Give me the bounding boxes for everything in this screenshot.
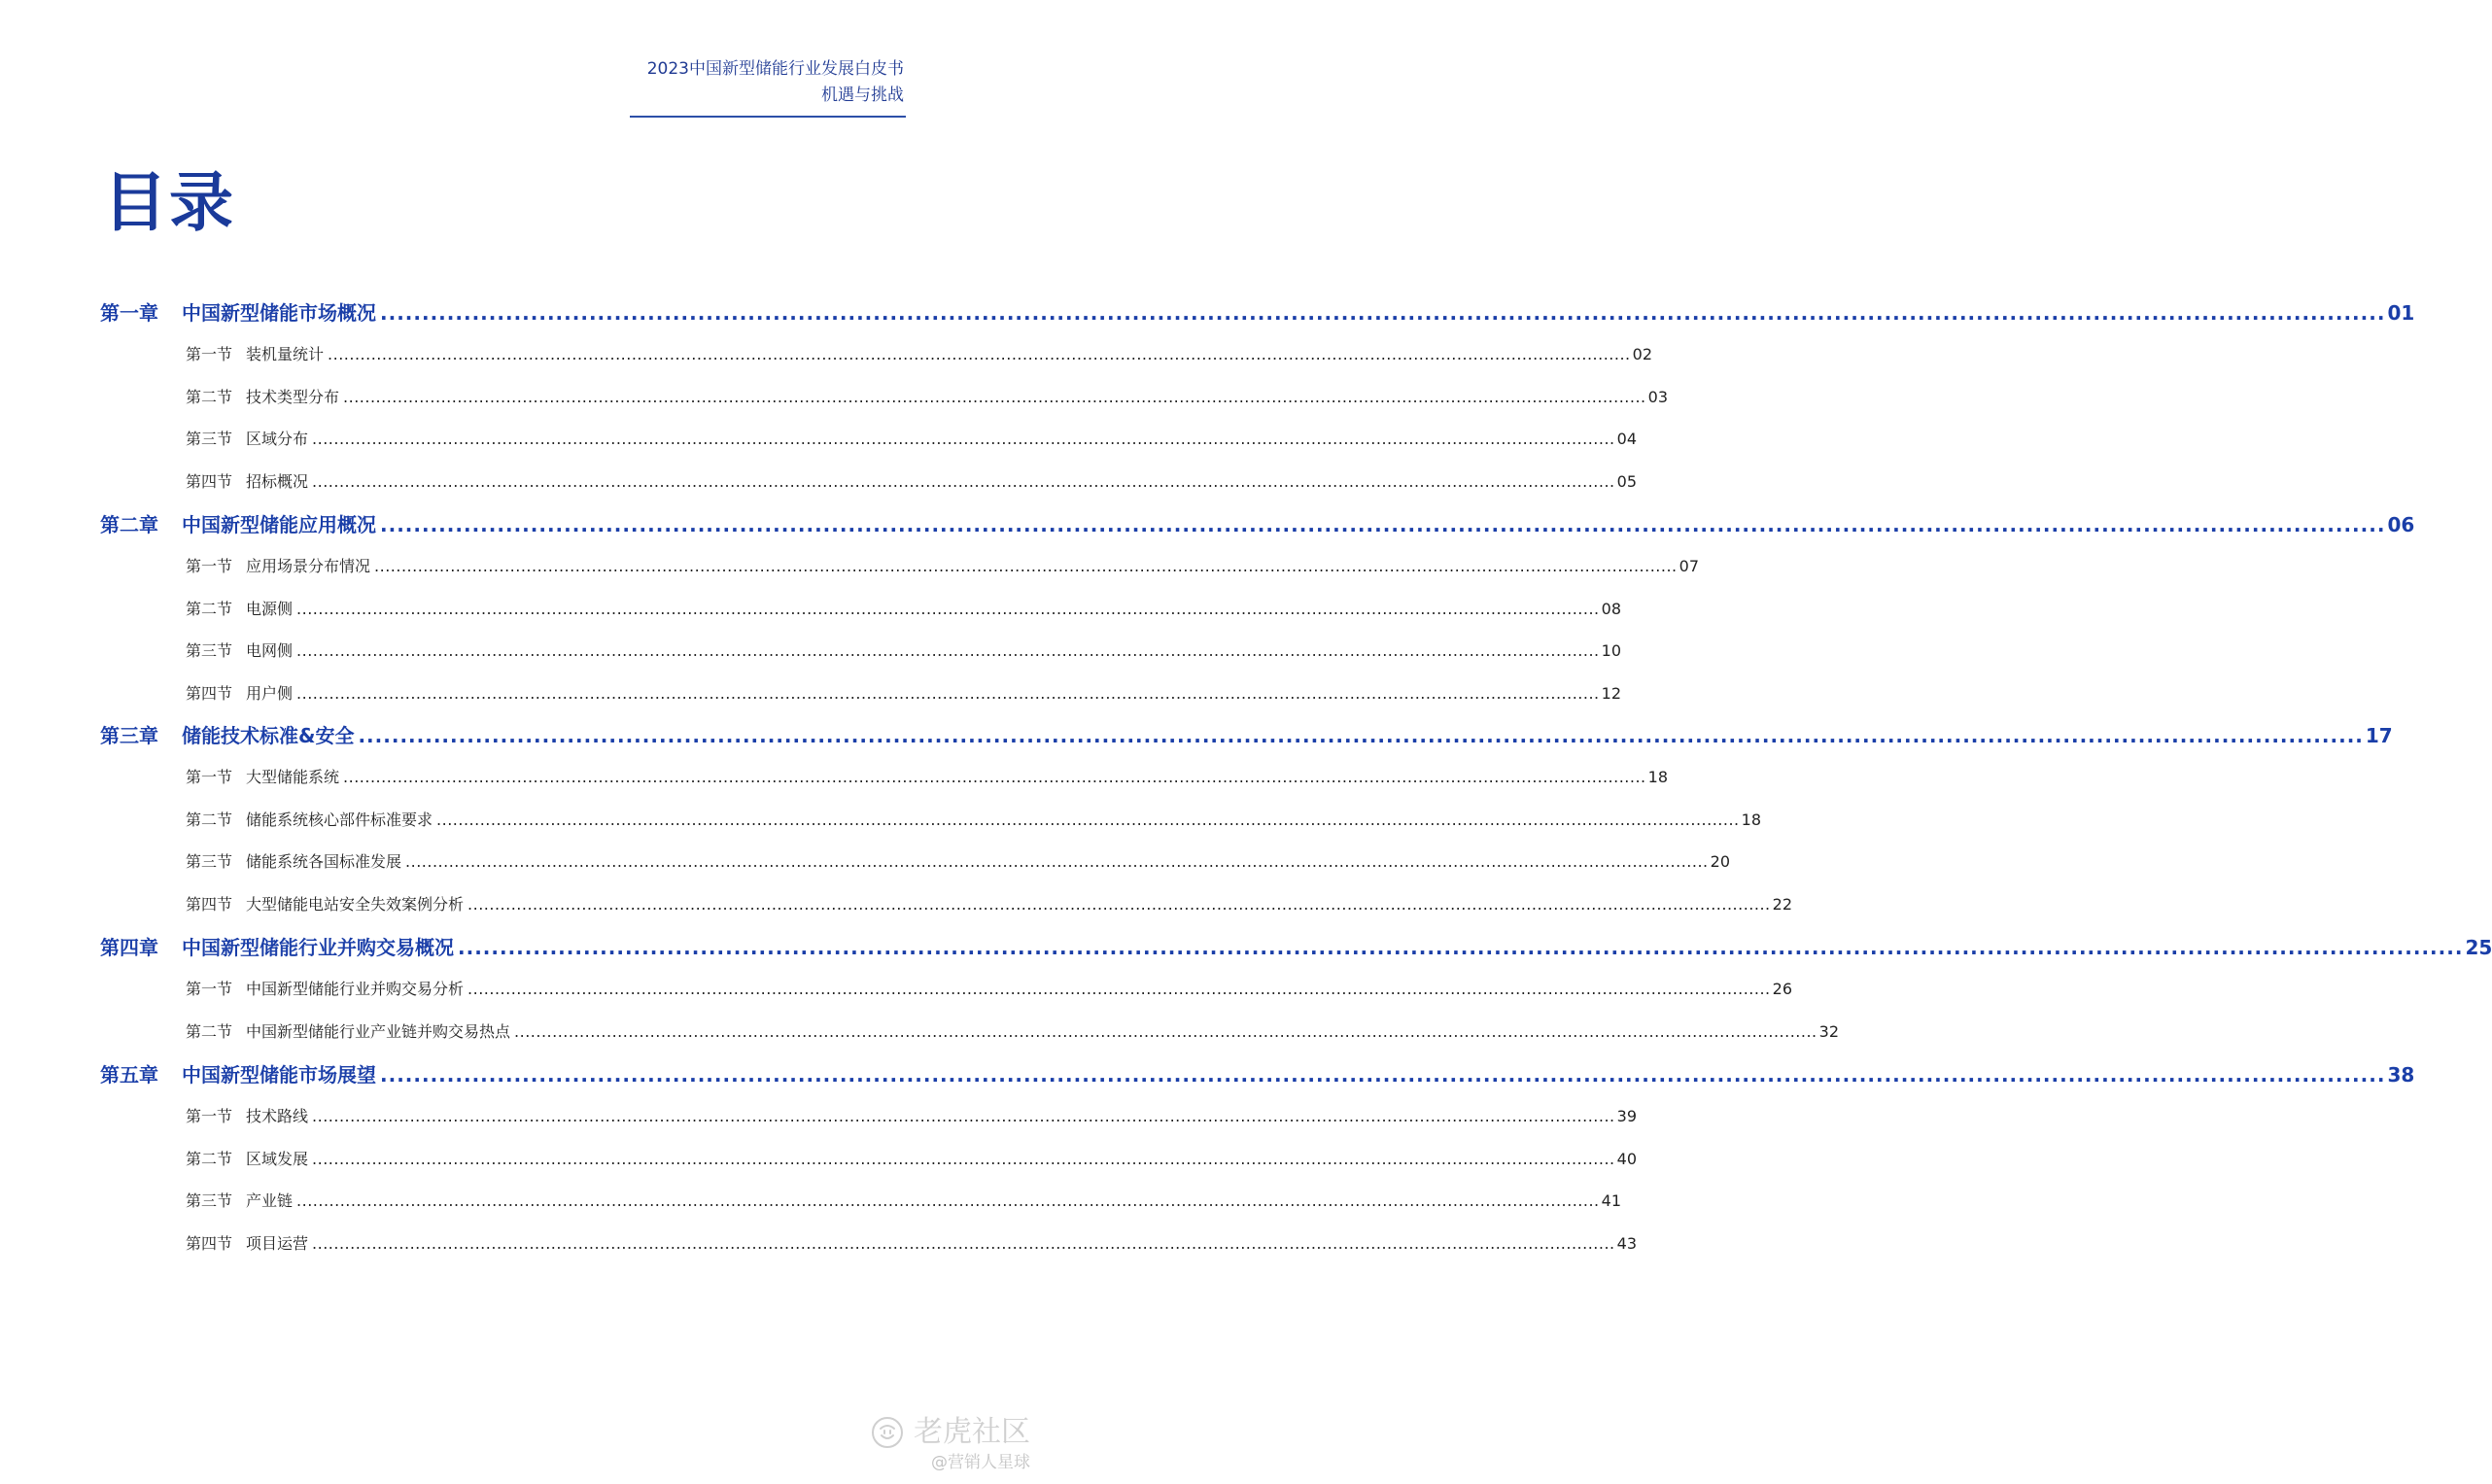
page-title: 目录 bbox=[103, 164, 235, 240]
section-page-number: 40 bbox=[1616, 1150, 1637, 1168]
section-page-number: 22 bbox=[1772, 895, 1792, 914]
section-page-number: 07 bbox=[1679, 557, 1699, 575]
section-title: 中国新型储能行业并购交易分析 bbox=[246, 980, 465, 998]
watermark-title: 老虎社区 bbox=[914, 1415, 1030, 1449]
section-page-number: 26 bbox=[1772, 980, 1792, 998]
section-page-number: 18 bbox=[1647, 768, 1668, 786]
section-number: 第一节 bbox=[186, 557, 233, 575]
chapter-number: 第二章 bbox=[100, 513, 158, 536]
chapter-page-number: 01 bbox=[2387, 301, 2415, 325]
section-title: 大型储能系统 bbox=[246, 768, 340, 786]
section-page-number: 05 bbox=[1616, 472, 1637, 491]
section-page-number: 41 bbox=[1601, 1191, 1621, 1210]
toc-chapter-entry[interactable] bbox=[100, 297, 2415, 327]
dot-leader: ................................................................................................................................................................................................................................................ bbox=[405, 852, 1709, 871]
toc-section-entry[interactable] bbox=[186, 342, 1652, 367]
dot-leader: ................................................................................................................................................................................................................................................ bbox=[467, 980, 1771, 998]
section-page-number: 03 bbox=[1647, 388, 1668, 406]
chapter-page-number: 06 bbox=[2387, 513, 2415, 536]
section-title: 储能系统核心部件标准要求 bbox=[246, 811, 433, 829]
section-number: 第一节 bbox=[186, 980, 233, 998]
section-title: 产业链 bbox=[246, 1191, 294, 1210]
dot-leader: ................................................................................................................................................................................................................................................ bbox=[380, 513, 2386, 536]
section-number: 第四节 bbox=[186, 1234, 233, 1253]
chapter-title: 中国新型储能市场展望 bbox=[182, 1063, 376, 1087]
section-page-number: 12 bbox=[1601, 684, 1621, 703]
dot-leader: ................................................................................................................................................................................................................................................ bbox=[296, 684, 1600, 703]
section-number: 第三节 bbox=[186, 852, 233, 871]
watermark-subtitle: @营销人星球 bbox=[931, 1453, 1030, 1472]
section-number: 第四节 bbox=[186, 895, 233, 914]
dot-leader: ................................................................................................................................................................................................................................................ bbox=[467, 895, 1771, 914]
dot-leader: ................................................................................................................................................................................................................................................ bbox=[358, 724, 2364, 747]
dot-leader: ................................................................................................................................................................................................................................................ bbox=[436, 811, 1740, 829]
section-page-number: 32 bbox=[1818, 1022, 1839, 1041]
section-title: 项目运营 bbox=[246, 1234, 309, 1253]
section-page-number: 10 bbox=[1601, 641, 1621, 660]
toc-section-entry[interactable] bbox=[186, 1104, 1637, 1129]
section-title: 大型储能电站安全失效案例分析 bbox=[246, 895, 465, 914]
chapter-page-number: 38 bbox=[2387, 1063, 2415, 1087]
dot-leader: ................................................................................................................................................................................................................................................ bbox=[374, 557, 1678, 575]
section-number: 第二节 bbox=[186, 388, 233, 406]
toc-chapter-entry[interactable] bbox=[100, 932, 2492, 961]
chapter-title: 中国新型储能应用概况 bbox=[182, 513, 376, 536]
tiger-logo-icon bbox=[871, 1416, 904, 1449]
section-page-number: 02 bbox=[1632, 345, 1652, 363]
section-number: 第二节 bbox=[186, 811, 233, 829]
dot-leader: ................................................................................................................................................................................................................................................ bbox=[312, 1150, 1615, 1168]
section-title: 电网侧 bbox=[246, 641, 294, 660]
section-title: 技术类型分布 bbox=[246, 388, 340, 406]
dot-leader: ................................................................................................................................................................................................................................................ bbox=[312, 1107, 1615, 1125]
section-title: 招标概况 bbox=[246, 472, 309, 491]
section-page-number: 04 bbox=[1616, 430, 1637, 448]
toc-section-entry[interactable] bbox=[186, 681, 1621, 707]
header-title: 2023中国新型储能行业发展白皮书 bbox=[646, 59, 904, 79]
toc-section-entry[interactable] bbox=[186, 554, 1699, 579]
section-title: 技术路线 bbox=[246, 1107, 309, 1125]
toc-chapter-entry[interactable] bbox=[100, 1059, 2415, 1088]
section-number: 第四节 bbox=[186, 684, 233, 703]
dot-leader: ................................................................................................................................................................................................................................................ bbox=[296, 641, 1600, 660]
section-title: 用户侧 bbox=[246, 684, 294, 703]
toc-section-entry[interactable] bbox=[186, 765, 1668, 790]
dot-leader: ................................................................................................................................................................................................................................................ bbox=[514, 1022, 1817, 1041]
chapter-number: 第一章 bbox=[100, 301, 158, 325]
dot-leader: ................................................................................................................................................................................................................................................ bbox=[380, 301, 2386, 325]
section-title: 储能系统各国标准发展 bbox=[246, 852, 402, 871]
toc-section-entry[interactable] bbox=[186, 849, 1730, 875]
section-number: 第四节 bbox=[186, 472, 233, 491]
toc-section-entry[interactable] bbox=[186, 808, 1761, 833]
watermark bbox=[871, 1414, 1030, 1474]
chapter-number: 第五章 bbox=[100, 1063, 158, 1087]
toc-section-entry[interactable] bbox=[186, 427, 1637, 452]
section-title: 区域分布 bbox=[246, 430, 309, 448]
chapter-number: 第四章 bbox=[100, 936, 158, 959]
dot-leader: ................................................................................................................................................................................................................................................ bbox=[296, 1191, 1600, 1210]
section-page-number: 39 bbox=[1616, 1107, 1637, 1125]
section-title: 中国新型储能行业产业链并购交易热点 bbox=[246, 1022, 511, 1041]
dot-leader: ................................................................................................................................................................................................................................................ bbox=[458, 936, 2464, 959]
header-subtitle: 机遇与挑战 bbox=[821, 86, 904, 105]
section-number: 第三节 bbox=[186, 641, 233, 660]
dot-leader: ................................................................................................................................................................................................................................................ bbox=[343, 768, 1646, 786]
chapter-page-number: 25 bbox=[2465, 936, 2492, 959]
chapter-number: 第三章 bbox=[100, 724, 158, 747]
dot-leader: ................................................................................................................................................................................................................................................ bbox=[328, 345, 1631, 363]
toc-section-entry[interactable] bbox=[186, 597, 1621, 622]
section-page-number: 08 bbox=[1601, 600, 1621, 618]
section-number: 第一节 bbox=[186, 1107, 233, 1125]
section-number: 第二节 bbox=[186, 600, 233, 618]
dot-leader: ................................................................................................................................................................................................................................................ bbox=[312, 1234, 1615, 1253]
chapter-title: 中国新型储能行业并购交易概况 bbox=[182, 936, 454, 959]
section-number: 第一节 bbox=[186, 345, 233, 363]
section-number: 第一节 bbox=[186, 768, 233, 786]
section-number: 第二节 bbox=[186, 1150, 233, 1168]
toc-section-entry[interactable] bbox=[186, 638, 1621, 664]
toc-section-entry[interactable] bbox=[186, 385, 1668, 410]
chapter-page-number: 17 bbox=[2365, 724, 2393, 747]
toc-section-entry[interactable] bbox=[186, 1147, 1637, 1172]
section-title: 装机量统计 bbox=[246, 345, 325, 363]
section-page-number: 18 bbox=[1741, 811, 1761, 829]
section-number: 第二节 bbox=[186, 1022, 233, 1041]
dot-leader: ................................................................................................................................................................................................................................................ bbox=[312, 472, 1615, 491]
section-page-number: 20 bbox=[1710, 852, 1730, 871]
dot-leader: ................................................................................................................................................................................................................................................ bbox=[296, 600, 1600, 618]
dot-leader: ................................................................................................................................................................................................................................................ bbox=[343, 388, 1646, 406]
section-number: 第三节 bbox=[186, 430, 233, 448]
toc-section-entry[interactable] bbox=[186, 1189, 1621, 1214]
dot-leader: ................................................................................................................................................................................................................................................ bbox=[312, 430, 1615, 448]
dot-leader: ................................................................................................................................................................................................................................................ bbox=[380, 1063, 2386, 1087]
toc-section-entry[interactable] bbox=[186, 1231, 1637, 1257]
section-title: 应用场景分布情况 bbox=[246, 557, 371, 575]
toc-section-entry[interactable] bbox=[186, 469, 1637, 495]
section-title: 电源侧 bbox=[246, 600, 294, 618]
chapter-title: 中国新型储能市场概况 bbox=[182, 301, 376, 325]
section-number: 第三节 bbox=[186, 1191, 233, 1210]
toc-section-entry[interactable] bbox=[186, 892, 1792, 917]
section-title: 区域发展 bbox=[246, 1150, 309, 1168]
toc-section-entry[interactable] bbox=[186, 1019, 1839, 1045]
section-page-number: 43 bbox=[1616, 1234, 1637, 1253]
toc-chapter-entry[interactable] bbox=[100, 720, 2393, 749]
toc-chapter-entry[interactable] bbox=[100, 509, 2415, 538]
chapter-title: 储能技术标准&安全 bbox=[182, 724, 355, 747]
toc-section-entry[interactable] bbox=[186, 977, 1792, 1002]
